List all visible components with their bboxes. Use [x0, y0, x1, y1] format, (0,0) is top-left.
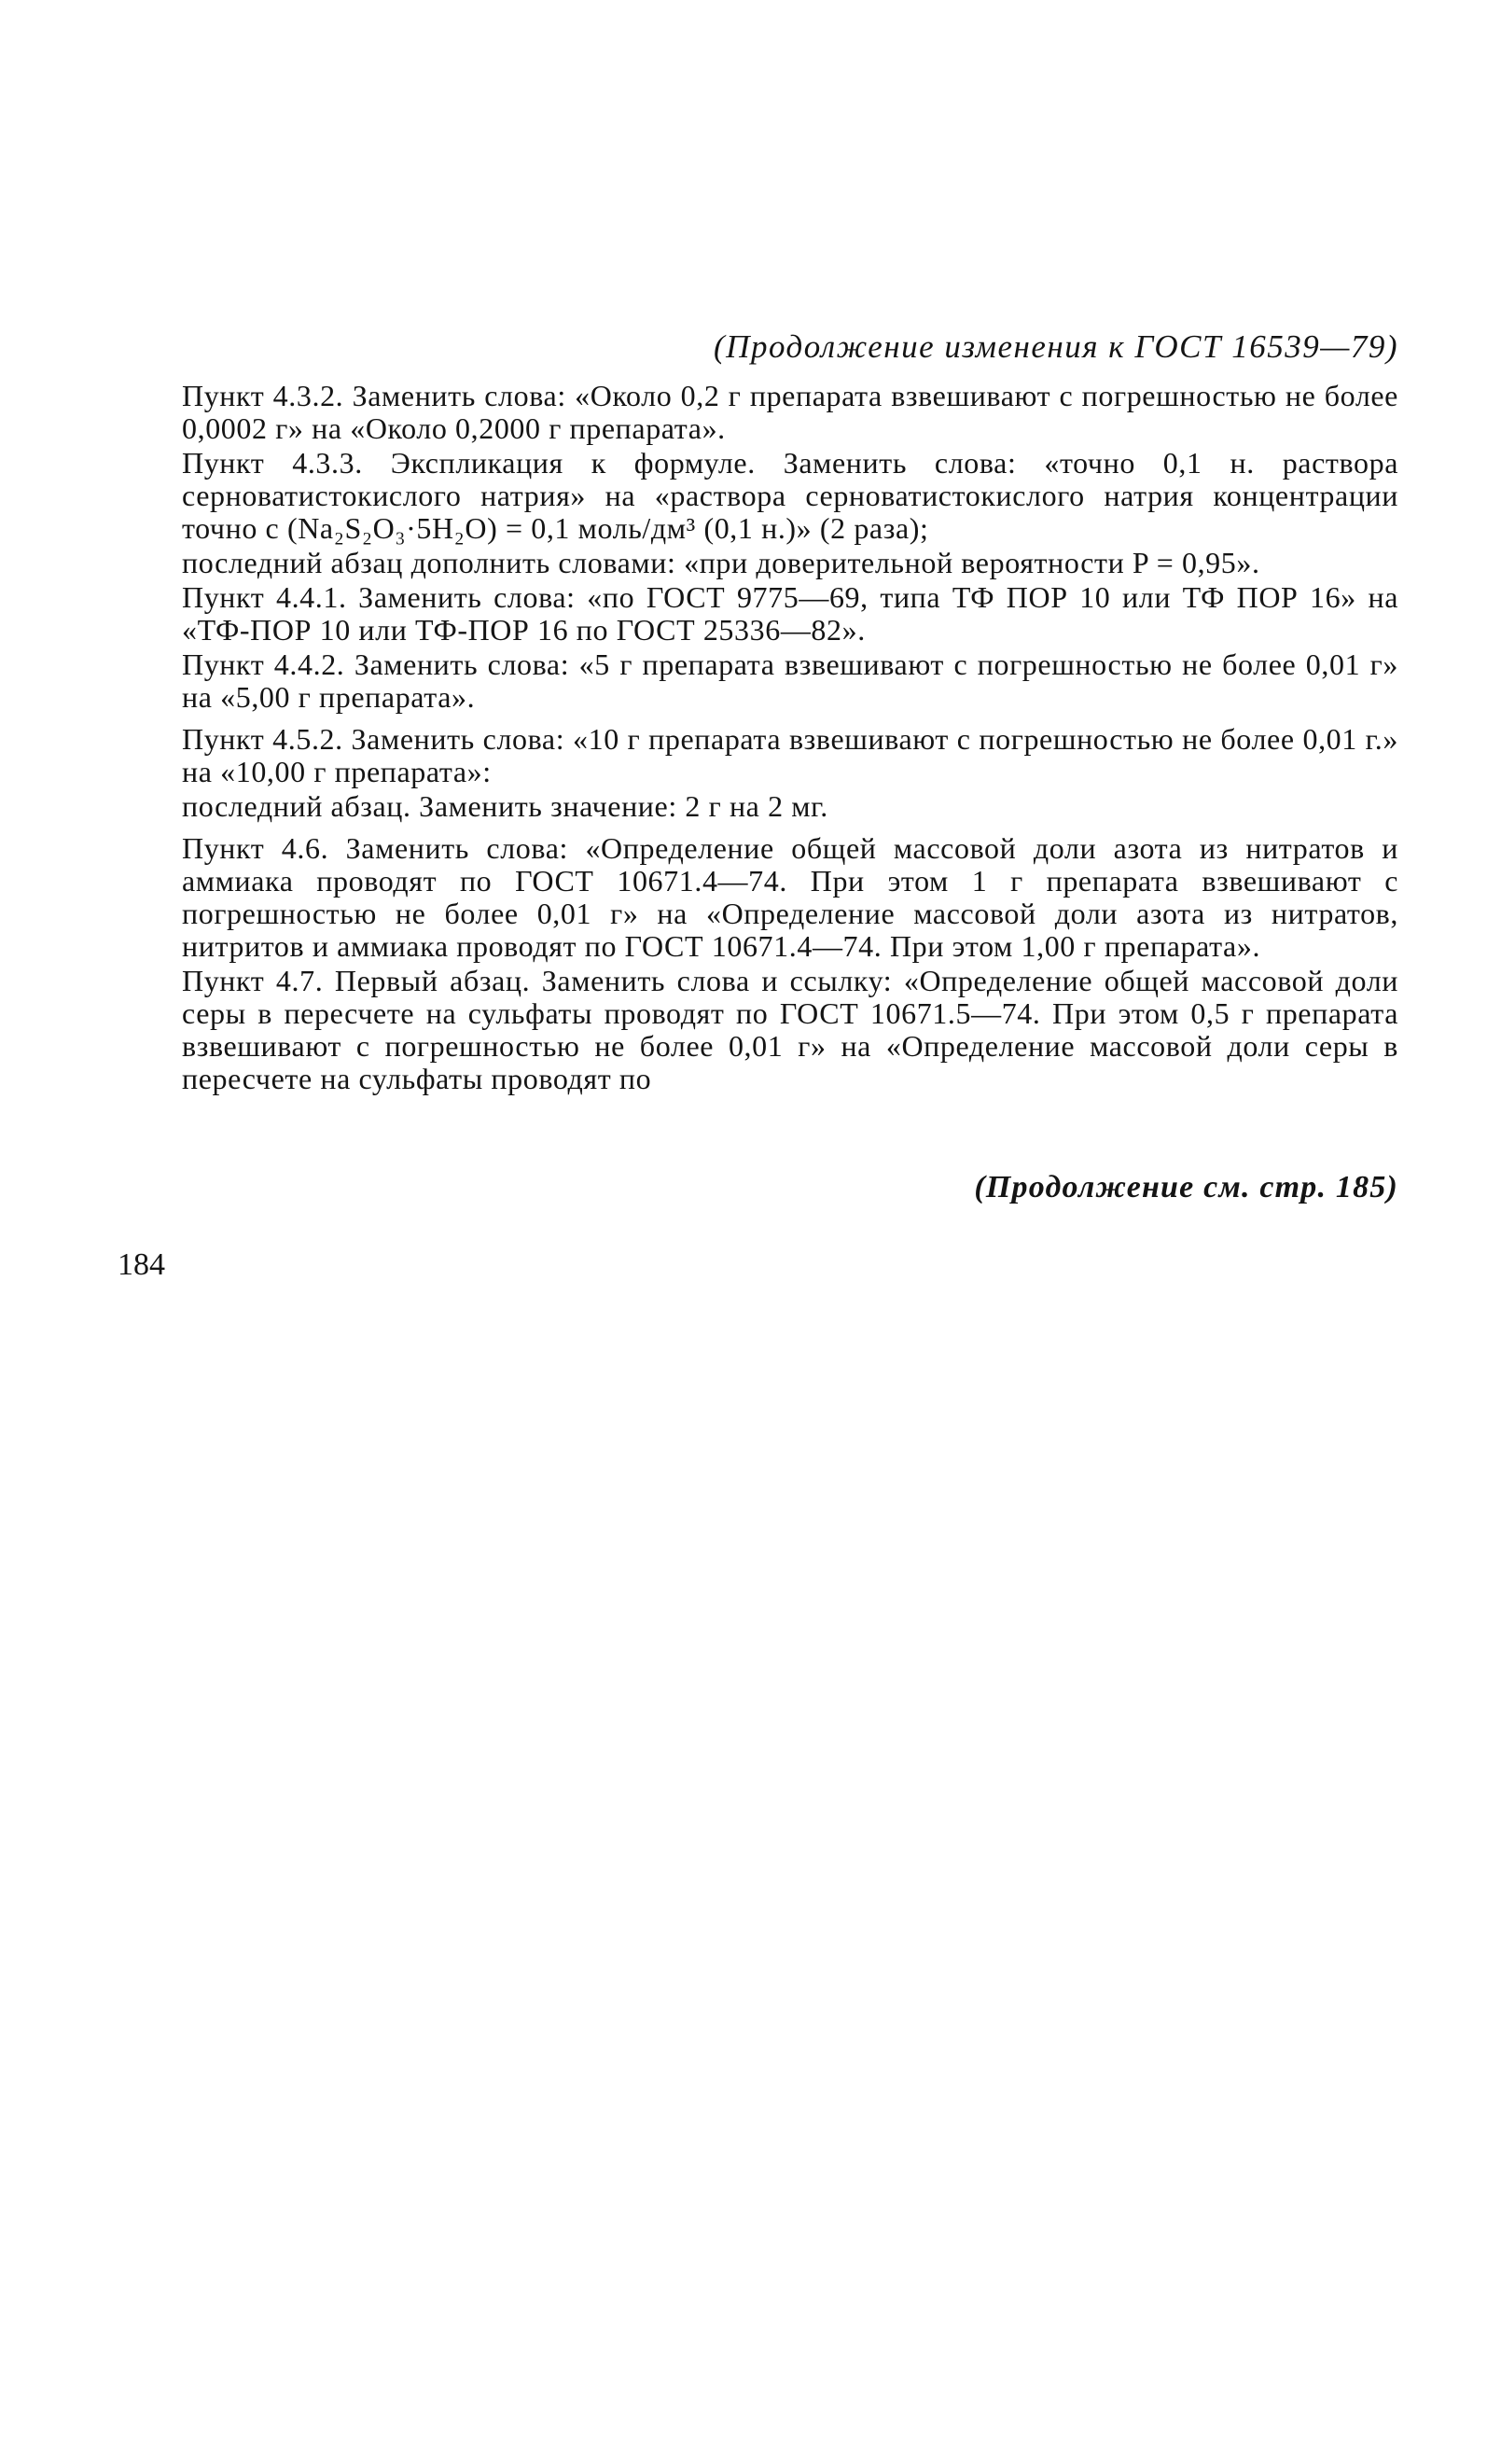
paragraph-4-3-3-last-abzac: последний абзац дополнить словами: «при доверительной вероятности P = 0,95».: [182, 546, 1260, 579]
page-number: 184: [118, 1247, 165, 1282]
paragraph-4-6: Пункт 4.6. Заменить слова: «Определение общей массовой доли азота из нитратов и аммиака проводят по ГОСТ 10671.4—74. При этом 1 г препарата взвешивают с погрешностью не более 0,01 г» на «Определение массовой доли азота из нитратов, нитритов и аммиака проводят по ГОСТ 10671.4—74. При этом 1,00 г препарата».: [182, 831, 1398, 963]
paragraph-4-5-2: Пункт 4.5.2. Заменить слова: «10 г препарата взвешивают с погрешностью не более 0,01 г.» на «10,00 г препарата»:: [182, 722, 1398, 788]
paragraph-4-3-3: Пункт 4.3.3. Экспликация к формуле. Заменить слова: «точно 0,1 н. раствора серноватистокислого натрия» на «раствора серноватистокислого натрия концентрации точно c (Na₂S₂O₃·5H₂O) = 0,1 моль/дм³ (0,1 н.)» (2 раза);: [182, 446, 1398, 545]
continuation-header: (Продолжение изменения к ГОСТ 16539—79): [714, 328, 1398, 365]
document-body: [118, 380, 1398, 1097]
paragraph-4-7: Пункт 4.7. Первый абзац. Заменить слова и ссылку: «Определение общей массовой доли серы в пересчете на сульфаты проводят по ГОСТ 10671.5—74. При этом 0,5 г препарата взвешивают с погрешностью не более 0,01 г» на «Определение массовой доли серы в пересчете на сульфаты проводят по: [182, 964, 1398, 1095]
paragraph-4-4-2: Пункт 4.4.2. Заменить слова: «5 г препарата взвешивают с погрешностью не более 0,01 г» на «5,00 г препарата».: [182, 647, 1398, 714]
paragraph-4-4-1: Пункт 4.4.1. Заменить слова: «по ГОСТ 9775—69, типа ТФ ПОР 10 или ТФ ПОР 16» на «ТФ-ПОР 10 или ТФ-ПОР 16 по ГОСТ 25336—82».: [182, 580, 1398, 647]
paragraph-4-5-2-last-abzac: последний абзац. Заменить значение: 2 г на 2 мг.: [182, 789, 828, 823]
continuation-footer: (Продолжение см. стр. 185): [974, 1170, 1398, 1204]
paragraph-4-3-2: Пункт 4.3.2. Заменить слова: «Около 0,2 г препарата взвешивают с погрешностью не более 0,0002 г» на «Около 0,2000 г препарата».: [182, 379, 1398, 445]
